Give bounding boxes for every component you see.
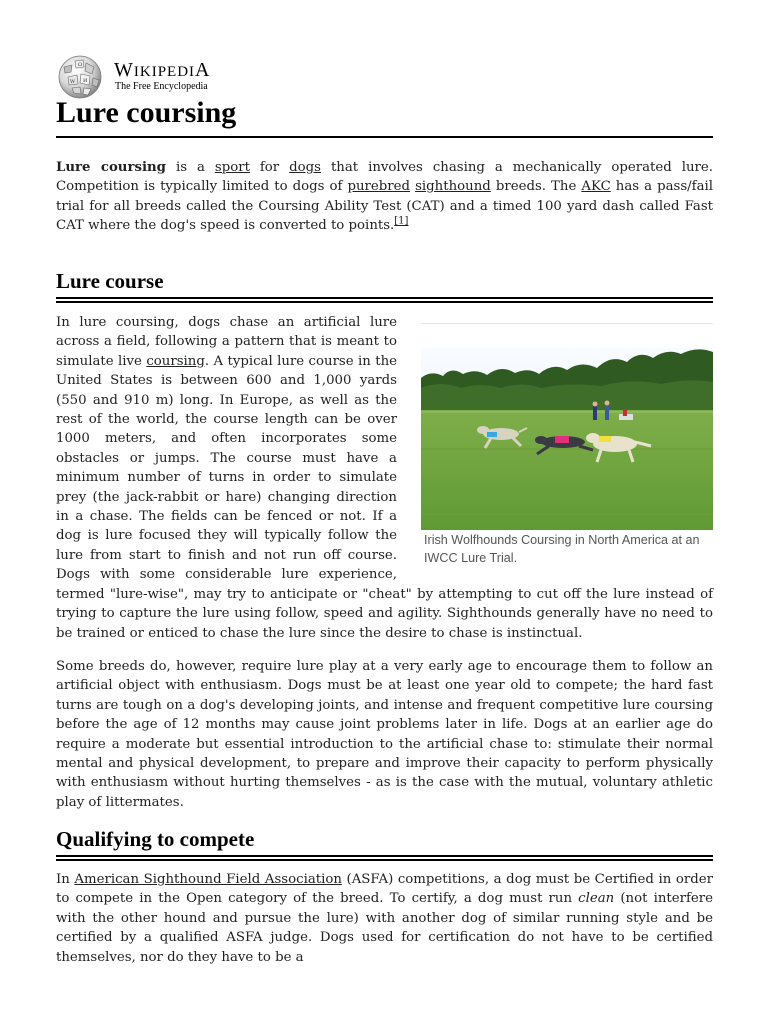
wordmark-tagline: The Free Encyclopedia — [115, 81, 208, 92]
link-purebred[interactable]: purebred — [347, 179, 411, 195]
wikipedia-globe-icon — [56, 55, 104, 99]
heading-qualifying: Qualifying to compete — [56, 827, 255, 851]
wordmark-title: WIKIPEDIA — [114, 59, 211, 81]
figure-image[interactable] — [421, 348, 713, 530]
title-divider — [56, 136, 713, 138]
heading-lure-course: Lure course — [56, 269, 164, 293]
link-dogs[interactable]: dogs — [289, 160, 321, 175]
qualifying-paragraph: In American Sighthound Field Association (ASFA) competitions, a dog must be Certified in order to compete in the Open category of the breed. To certify, a dog must run clean (not interfere with the other hound and pursue the lure) with another dog of similar running style and be certified by a qualified ASFA judge. Dogs used for certification do not have to be certified themselves, nor do they have to be a — [56, 872, 713, 965]
link-sport[interactable]: sport — [214, 160, 250, 175]
page-title: Lure coursing — [56, 96, 237, 129]
link-akc[interactable]: AKC — [581, 179, 611, 195]
figure-caption: Irish Wolfhounds Coursing in North America at an IWCC Lure Trial. — [424, 533, 700, 565]
link-asfa[interactable]: American Sighthound Field Association — [74, 872, 342, 887]
link-sighthound[interactable]: sighthound — [415, 179, 491, 195]
svg-text:Ω: Ω — [78, 62, 83, 68]
svg-text:W: W — [70, 79, 76, 85]
lure-course-paragraph-1: In lure coursing, dogs chase an artificial lure across a field, following a pattern that is meant to simulate live coursing. A typical lure course in the United States is between 600 and 1,000 yards (550 and 910 m) long. In Europe, as well as the rest of the world, the course length can be over 1000 meters, and often incorporates some obstacles or jumps. The course must have a minimum number of turns in order to simulate prey (the jack-rabbit or hare) changing direction in a chase. The fields can be fenced or not. If a dog is lure focused they will typically follow the lure from start to finish and not run off course. Dogs with some considerable lure experience, termed "lure-wise", may try to anticipate or "cheat" by attempting to cut off the lure instead of trying to capture the lure using follow, speed and agility. Sighthounds generally have no need to be trained or enticed to chase the lure since the desire to chase is instinctual. — [56, 315, 713, 641]
section-divider — [56, 297, 713, 303]
intro-paragraph: Lure coursing is a sport for dogs that involves chasing a mechanically operated lure. Competition is typically limited to dogs of purebred sighthound breeds. The AKC has a pass/fail trial for all breeds called the Coursing Ability Test (CAT) and a timed 100 yard dash called Fast CAT where the dog's speed is converted to points.[1] — [56, 160, 714, 234]
figure — [421, 323, 713, 567]
figure-divider — [421, 323, 713, 324]
link-coursing[interactable]: coursing — [146, 353, 205, 369]
section-divider — [56, 855, 713, 861]
lure-course-paragraph-2: Some breeds do, however, require lure play at a very early age to encourage them to follow an artificial object with enthusiasm. Dogs must be at least one year old to compete; the hard fast turns are tough on a dog's developing joints, and intense and frequent competitive lure coursing before the age of 12 months may cause joint problems later in life. Dogs at an earlier age do require a moderate but essential introduction to the artificial chase to: stimulate their normal mental and physical development, to prepare and improve their capacity to perform physically with enthusiasm without hurting themselves - as is the case with the mutual, voluntary athletic play of littermates. — [56, 659, 713, 810]
section-lure-course — [56, 313, 713, 643]
bold-term: Lure coursing — [56, 160, 166, 175]
reference-1[interactable]: [1] — [394, 215, 409, 227]
emphasis-clean: clean — [578, 891, 615, 907]
svg-text:И: И — [83, 78, 88, 84]
